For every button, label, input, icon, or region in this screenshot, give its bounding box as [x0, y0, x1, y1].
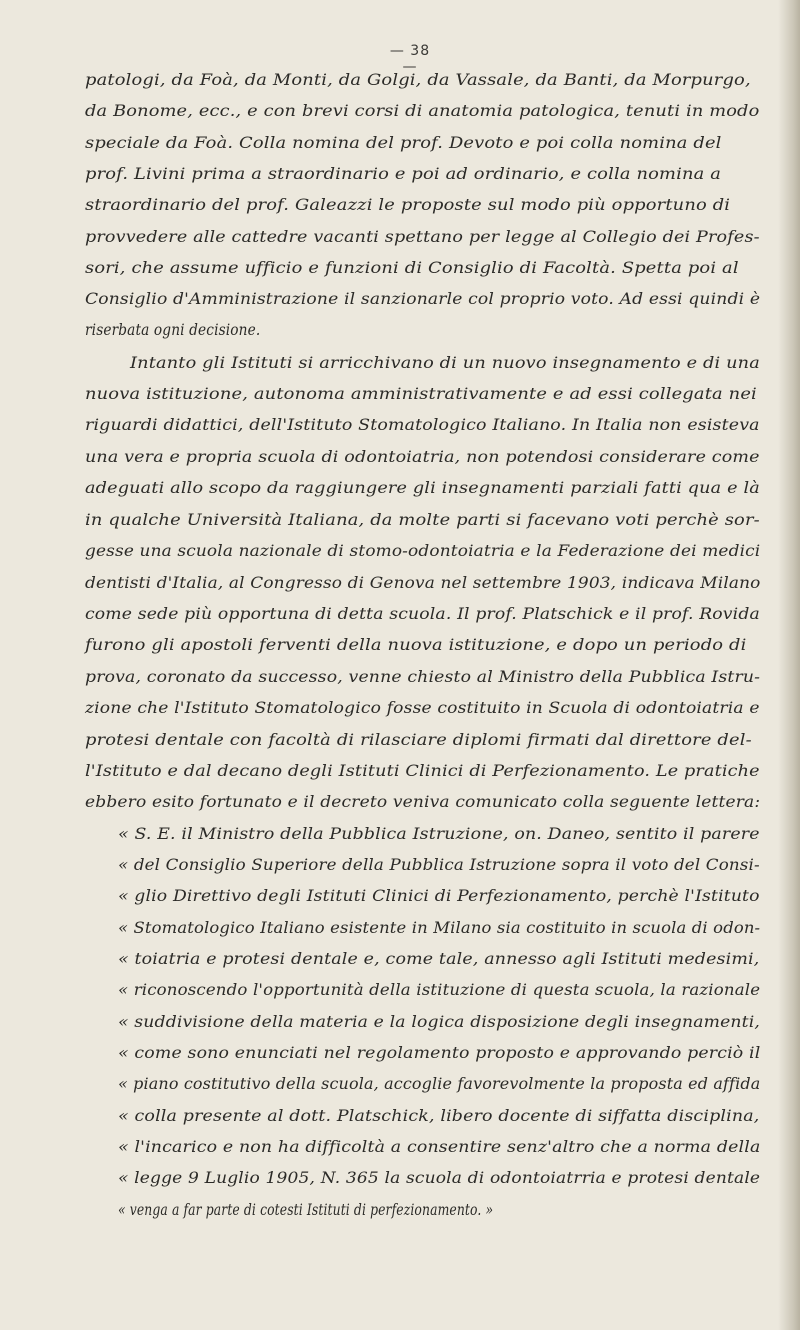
text-line: riguardi didattici, dell'Istituto Stomatologico Italiano. In Italia non esisteva — [85, 416, 760, 434]
text-line: « S. E. il Ministro della Pubblica Istruzione, on. Daneo, sentito il parere — [118, 825, 760, 843]
text-line: come sede più opportuna di detta scuola. Il prof. Platschick e il prof. Rovida — [85, 605, 760, 623]
text-line: prof. Livini prima a straordinario e poi ad ordinario, e colla nomina a — [85, 165, 722, 183]
text-line: « colla presente al dott. Platschick, libero docente di siffatta disciplina, — [118, 1107, 760, 1125]
text-line: « legge 9 Luglio 1905, N. 365 la scuola di odontoiatrria e protesi dentale — [118, 1169, 761, 1187]
text-line: gesse una scuola nazionale di stomo-odontoiatria e la Federazione dei medici — [85, 542, 761, 560]
text-line: speciale da Foà. Colla nomina del prof. Devoto e poi colla nomina del — [85, 134, 722, 152]
text-line: ebbero esito fortunato e il decreto veniva comunicato colla seguente lettera: — [85, 793, 761, 811]
text-line: « come sono enunciati nel regolamento proposto e approvando perciò il — [118, 1044, 761, 1062]
text-line: « venga a far parte di cotesti Istituti di perfezionamento. » — [118, 1201, 494, 1219]
text-line: adeguati allo scopo da raggiungere gli insegnamenti parziali fatti qua e là — [85, 479, 760, 497]
text-line: sori, che assume ufficio e funzioni di Consiglio di Facoltà. Spetta poi al — [85, 259, 739, 277]
text-line: da Bonome, ecc., e con brevi corsi di anatomia patologica, tenuti in modo — [85, 102, 760, 120]
text-line: riserbata ogni decisione. — [85, 321, 261, 339]
text-line: « riconoscendo l'opportunità della istituzione di questa scuola, la razionale — [118, 981, 761, 999]
text-line: l'Istituto e dal decano degli Istituti Clinici di Perfezionamento. Le pratiche — [85, 762, 760, 780]
text-line: « suddivisione della materia e la logica disposizione degli insegnamenti, — [118, 1013, 761, 1031]
text-line: una vera e propria scuola di odontoiatria, non potendosi considerare come — [85, 448, 760, 466]
text-line: provvedere alle cattedre vacanti spettano per legge al Collegio dei Profes- — [85, 228, 760, 246]
text-line: « del Consiglio Superiore della Pubblica Istruzione sopra il voto del Consi- — [118, 856, 760, 874]
text-line: « piano costitutivo della scuola, accoglie favorevolmente la proposta ed affida — [118, 1075, 761, 1093]
text-line: « l'incarico e non ha difficoltà a consentire senz'altro che a norma della — [118, 1138, 761, 1156]
text-line: « glio Direttivo degli Istituti Clinici di Perfezionamento, perchè l'Istituto — [118, 887, 760, 905]
text-line: prova, coronato da successo, venne chiesto al Ministro della Pubblica Istru- — [85, 668, 761, 686]
page-number: — 38 — — [389, 43, 431, 75]
text-line: protesi dentale con facoltà di rilasciare diplomi firmati dal direttore del- — [85, 731, 752, 749]
text-line: « Stomatologico Italiano esistente in Milano sia costituito in scuola di odon- — [118, 919, 761, 937]
text-line: Consiglio d'Amministrazione il sanzionarle col proprio voto. Ad essi quindi è — [85, 290, 761, 308]
text-line: straordinario del prof. Galeazzi le proposte sul modo più opportuno di — [85, 196, 731, 214]
text-line: furono gli apostoli ferventi della nuova istituzione, e dopo un periodo di — [85, 636, 747, 654]
text-line: dentisti d'Italia, al Congresso di Genova nel settembre 1903, indicava Milano — [85, 574, 761, 592]
text-line: « toiatria e protesi dentale e, come tale, annesso agli Istituti medesimi, — [118, 950, 760, 968]
text-line: patologi, da Foà, da Monti, da Golgi, da Vassale, da Banti, da Morpurgo, — [85, 71, 751, 89]
text-line: in qualche Università Italiana, da molte parti si facevano voti perchè sor- — [85, 511, 760, 529]
text-line: zione che l'Istituto Stomatologico fosse costituito in Scuola di odontoiatria e — [85, 699, 760, 717]
text-line: nuova istituzione, autonoma amministrativamente e ad essi collegata nei — [85, 385, 757, 403]
text-line: Intanto gli Istituti si arricchivano di un nuovo insegnamento e di una — [130, 354, 760, 372]
